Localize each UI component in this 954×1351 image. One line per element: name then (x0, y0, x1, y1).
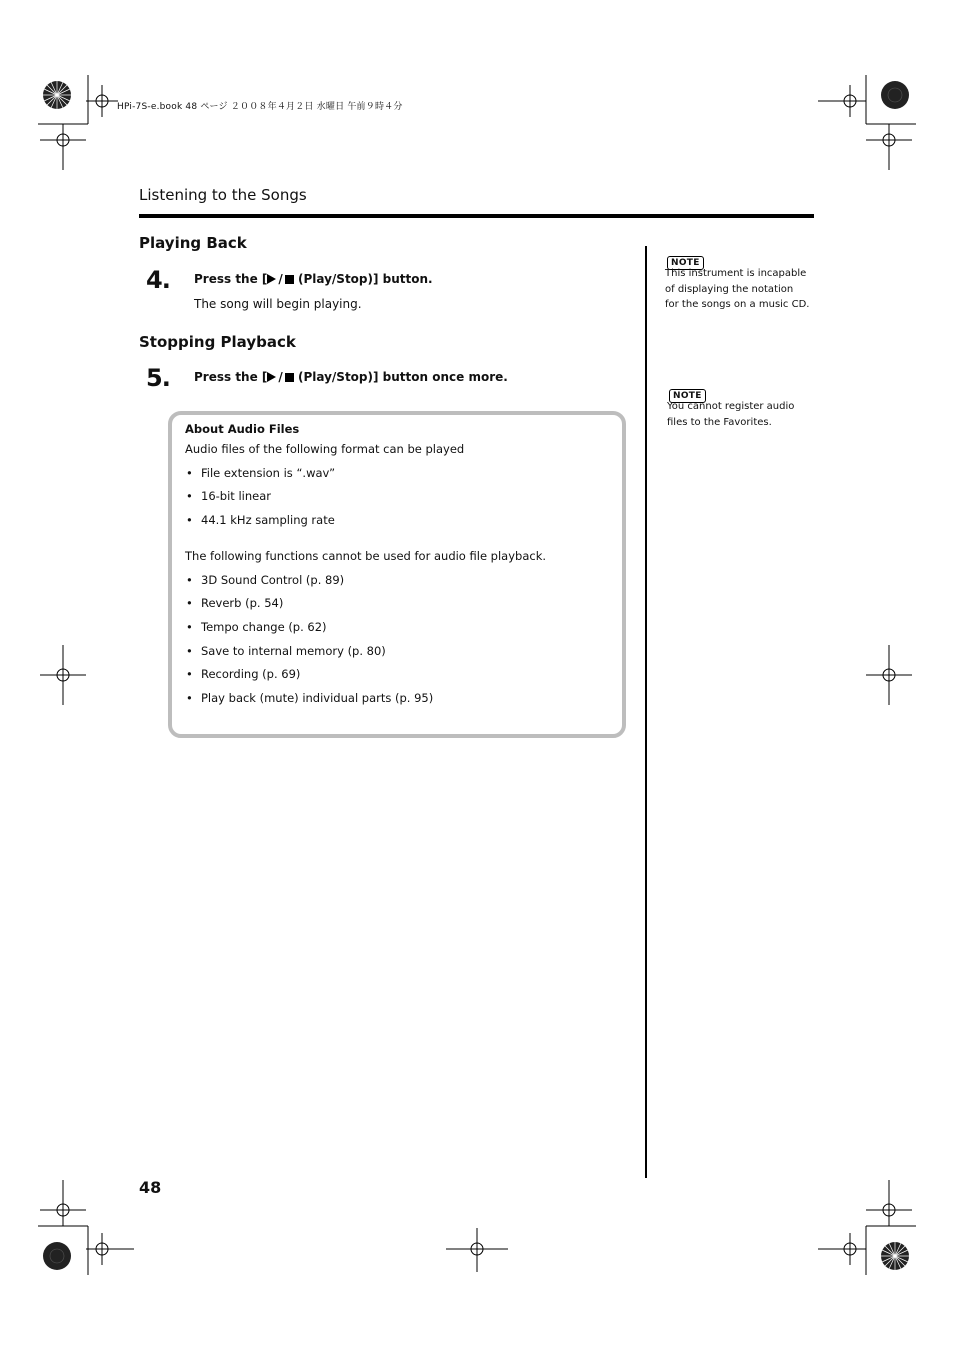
slash-icon: / (278, 370, 283, 384)
bullet-marker: • (186, 596, 193, 610)
stop-icon (285, 373, 294, 382)
step-5-prefix: Press the [ (194, 370, 268, 384)
bullet-marker: • (186, 513, 193, 527)
step-4-prefix: Press the [ (194, 272, 268, 286)
restriction-item: • Reverb (p. 54) (186, 596, 284, 610)
slash-icon: / (278, 272, 283, 286)
margin-divider (645, 246, 647, 1178)
format-item: • 44.1 kHz sampling rate (186, 513, 335, 527)
step-number-5: 5. (146, 364, 170, 392)
audio-box-title: About Audio Files (185, 422, 300, 436)
section-title: Listening to the Songs (139, 186, 307, 204)
bullet-marker: • (186, 466, 193, 480)
play-icon (267, 372, 276, 382)
bullet-marker: • (186, 489, 193, 503)
step-4-suffix: (Play/Stop)] button. (293, 272, 433, 286)
restriction-item: • 3D Sound Control (p. 89) (186, 573, 345, 587)
bullet-marker: • (186, 644, 193, 658)
restriction-item: • Play back (mute) individual parts (p. 95) (186, 691, 434, 705)
restriction-item: • Recording (p. 69) (186, 667, 301, 681)
step-4-result: The song will begin playing. (194, 297, 362, 311)
restriction-item: • Save to internal memory (p. 80) (186, 644, 386, 658)
bullet-marker: • (186, 620, 193, 634)
restriction-item: • Tempo change (p. 62) (186, 620, 327, 634)
bullet-marker: • (186, 573, 193, 587)
step-4-instruction (194, 272, 433, 286)
header-rule (139, 214, 814, 218)
note-2-text: You cannot register audio files to the Favorites. (667, 401, 795, 428)
note-badge: NOTE (669, 389, 706, 403)
bullet-marker: • (186, 667, 193, 681)
play-icon (267, 274, 276, 284)
print-header: HPi-7S-e.book 48 ページ ２００８年４月２日 水曜日 午前９時４分 (117, 102, 403, 112)
step-5-instruction (194, 370, 508, 384)
note-badge: NOTE (667, 256, 704, 270)
bullet-marker: • (186, 691, 193, 705)
step-5-suffix: (Play/Stop)] button once more. (293, 370, 508, 384)
restrictions-intro: The following functions cannot be used for audio file playback. (185, 549, 547, 563)
heading-playing-back: Playing Back (139, 234, 247, 252)
format-item: • File extension is “.wav” (186, 466, 336, 480)
heading-stopping-playback: Stopping Playback (139, 333, 296, 351)
format-item: • 16-bit linear (186, 489, 271, 503)
audio-box-intro: Audio files of the following format can be played (185, 442, 465, 456)
note-1-text: This instrument is incapable of displaying the notation for the songs on a music CD. (665, 268, 810, 310)
stop-icon (285, 275, 294, 284)
page-number: 48 (139, 1178, 162, 1197)
step-number-4: 4. (146, 266, 170, 294)
